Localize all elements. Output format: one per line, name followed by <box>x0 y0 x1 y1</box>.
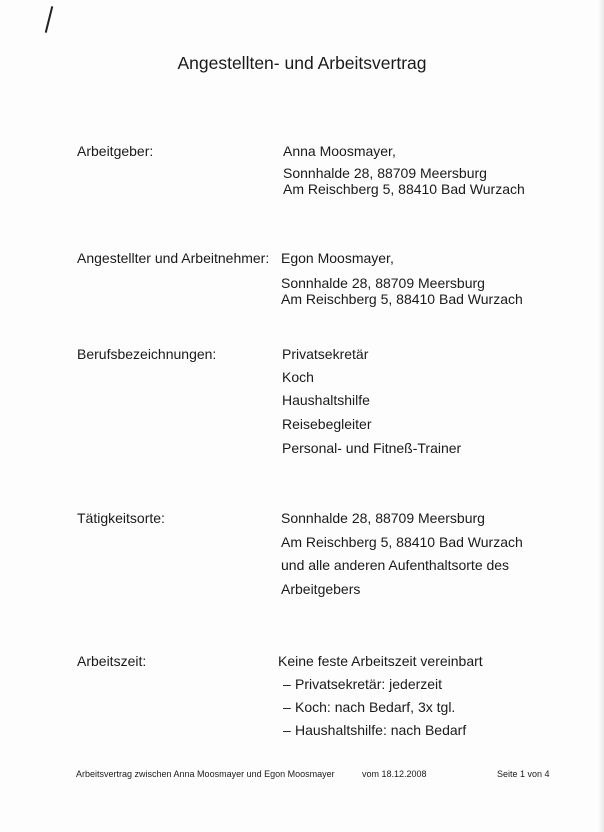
job-item: Personal- und Fitneß-Trainer <box>282 440 462 456</box>
worktime-list-item <box>283 699 455 715</box>
dash-bullet-icon: – <box>283 699 291 715</box>
employee-address-1: Sonnhalde 28, 88709 Meersburg <box>281 275 485 291</box>
footer-date: vom 18.12.2008 <box>362 769 427 779</box>
jobs-label: Berufsbezeichnungen: <box>77 346 217 362</box>
worktime-item-text: Koch: nach Bedarf, 3x tgl. <box>295 699 456 715</box>
dash-bullet-icon: – <box>283 676 291 692</box>
employee-name: Egon Moosmayer, <box>281 250 394 266</box>
worktime-item-text: Privatsekretär: jederzeit <box>295 676 443 692</box>
location-line: Sonnhalde 28, 88709 Meersburg <box>281 510 485 526</box>
dash-bullet-icon: – <box>283 722 291 738</box>
footer-page-number: Seite 1 von 4 <box>497 769 550 779</box>
employer-address-1: Sonnhalde 28, 88709 Meersburg <box>283 165 487 181</box>
job-item: Privatsekretär <box>282 346 369 362</box>
location-line: Arbeitgebers <box>281 581 361 597</box>
employer-label: Arbeitgeber: <box>77 143 154 159</box>
worktime-list-item <box>283 722 466 738</box>
job-item: Reisebegleiter <box>282 416 372 432</box>
employee-address-2: Am Reischberg 5, 88410 Bad Wurzach <box>281 291 523 307</box>
location-line: und alle anderen Aufenthaltsorte des <box>281 557 510 573</box>
document-title: Angestellten- und Arbeitsvertrag <box>177 53 427 73</box>
locations-label: Tätigkeitsorte: <box>77 510 165 526</box>
worktime-intro: Keine feste Arbeitszeit vereinbart <box>278 653 483 669</box>
pen-stroke-mark <box>45 6 53 33</box>
location-line: Am Reischberg 5, 88410 Bad Wurzach <box>281 534 523 550</box>
job-item: Haushaltshilfe <box>282 392 370 408</box>
worktime-label: Arbeitszeit: <box>77 653 147 669</box>
employer-name: Anna Moosmayer, <box>283 143 396 159</box>
scan-edge-shadow <box>598 0 604 832</box>
job-item: Koch <box>282 369 314 385</box>
worktime-list-item <box>283 676 442 692</box>
employer-address-2: Am Reischberg 5, 88410 Bad Wurzach <box>283 181 525 197</box>
employee-label: Angestellter und Arbeitnehmer: <box>77 250 270 266</box>
footer-contract-text: Arbeitsvertrag zwischen Anna Moosmayer und Egon Moosmayer <box>76 769 335 779</box>
worktime-item-text: Haushaltshilfe: nach Bedarf <box>295 722 467 738</box>
